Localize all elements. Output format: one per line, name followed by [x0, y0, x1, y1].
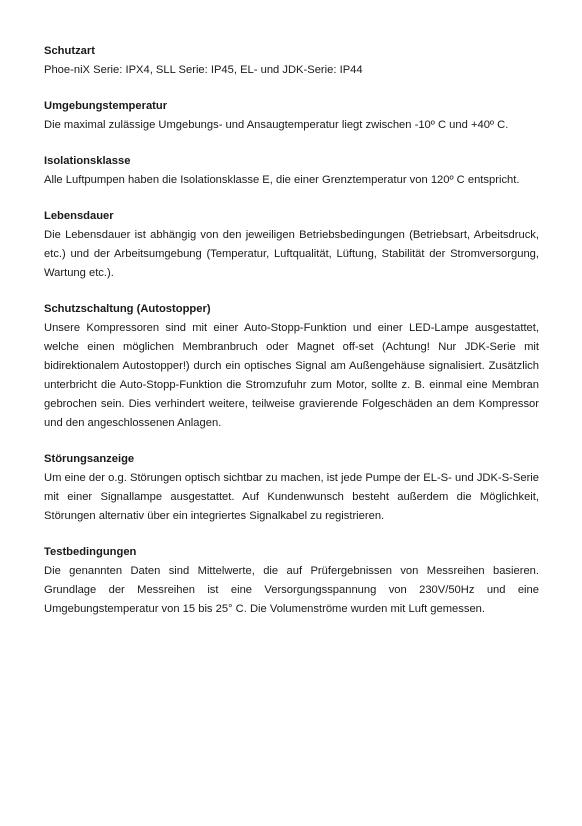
section-schutzschaltung [44, 300, 539, 433]
section-text: Die Lebensdauer ist abhängig von den jeweiligen Betriebsbedingungen (Betriebsart, Arbeitsdruck, etc.) und der Arbeitsumgebung (Temperatur, Luftqualität, Lüftung, Stabilität der Stromversorgung, Wartung etc.). [44, 229, 539, 279]
section-text: Die genannten Daten sind Mittelwerte, die auf Prüfergebnissen von Messreihen basieren. Grundlage der Messreihen ist eine Versorgungsspannung von 230V/50Hz und eine Umgebungstemperatur von 15 bis 25° C. Die Volumenströme wurden mit Luft gemessen. [44, 565, 539, 615]
section-text: Alle Luftpumpen haben die Isolationsklasse E, die einer Grenztemperatur von 120º C entspricht. [44, 174, 520, 186]
section-text: Phoe-niX Serie: IPX4, SLL Serie: IP45, EL- und JDK-Serie: IP44 [44, 64, 363, 76]
section-heading: Schutzart [44, 45, 95, 57]
section-text: Unsere Kompressoren sind mit einer Auto-Stopp-Funktion und einer LED-Lampe ausgestattet, welche einen möglichen Membranbruch oder Magnet off-set (Achtung! Nur JDK-Serie mit bidirektionalem Autostopper!) durch ein optisches Signal am Außengehäuse signalisiert. Zusätzlich unterbricht die Auto-Stopp-Funktion die Stromzufuhr zum Motor, sollte z. B. einmal eine Membran gebrochen sein. Dies verhindert weitere, teilweise gravierende Folgeschäden an dem Kompressor und den angeschlossenen Anlagen. [44, 322, 539, 429]
section-testbedingungen [44, 543, 539, 619]
section-heading: Lebensdauer [44, 210, 114, 222]
section-lebensdauer [44, 207, 539, 283]
section-text: Die maximal zulässige Umgebungs- und Ansaugtemperatur liegt zwischen -10º C und +40º C. [44, 119, 509, 131]
section-heading: Isolationsklasse [44, 155, 131, 167]
section-isolationsklasse [44, 152, 539, 190]
section-stoerungsanzeige [44, 450, 539, 526]
section-heading: Schutzschaltung (Autostopper) [44, 303, 211, 315]
section-heading: Testbedingungen [44, 546, 137, 558]
section-heading: Störungsanzeige [44, 453, 135, 465]
section-schutzart [44, 42, 539, 80]
document-page [44, 42, 539, 636]
section-heading: Umgebungstemperatur [44, 100, 168, 112]
section-text: Um eine der o.g. Störungen optisch sichtbar zu machen, ist jede Pumpe der EL-S- und JDK-S-Serie mit einer Signallampe ausgestattet. Auf Kundenwunsch besteht außerdem die Möglichkeit, Störungen alternativ über ein integriertes Signalkabel zu registrieren. [44, 472, 539, 522]
section-umgebungstemperatur [44, 97, 539, 135]
